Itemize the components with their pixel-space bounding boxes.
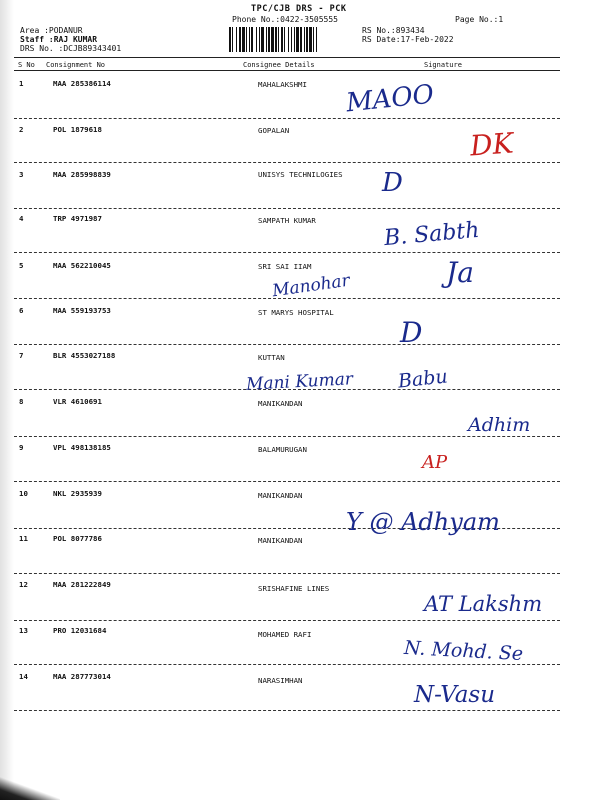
- page-number: Page No.:1: [455, 15, 504, 24]
- signature: B. Sabth: [383, 217, 481, 252]
- row-consignee: KUTTAN: [258, 353, 285, 362]
- row-consignment: PRO 12031684: [53, 626, 107, 635]
- rs-number: RS No.:893434: [362, 26, 425, 35]
- row-consignee: MANIKANDAN: [258, 536, 303, 545]
- row-divider: [14, 162, 560, 163]
- phone-number: Phone No.:0422-3505555: [232, 15, 338, 24]
- signature: AP: [422, 452, 448, 473]
- row-consignment: BLR 4553027188: [53, 351, 116, 360]
- row-sno: 12: [19, 580, 28, 589]
- row-consignee: MOHAMED RAFI: [258, 630, 312, 639]
- signature: Ja: [446, 256, 474, 289]
- signature: Adhim: [468, 414, 531, 436]
- row-consignment: MAA 285386114: [53, 79, 111, 88]
- row-divider: [14, 573, 560, 574]
- row-consignment: POL 1879618: [53, 125, 102, 134]
- row-sno: 1: [19, 79, 24, 88]
- row-divider: [14, 620, 560, 621]
- row-sno: 7: [19, 351, 24, 360]
- row-consignment: VPL 498138185: [53, 443, 111, 452]
- area-label: Area :PODANUR: [20, 26, 83, 35]
- row-consignee: NARASIMHAN: [258, 676, 303, 685]
- row-consignment: POL 8077786: [53, 534, 102, 543]
- row-divider: [14, 252, 560, 253]
- row-consignment: MAA 287773014: [53, 672, 111, 681]
- row-divider: [14, 481, 560, 482]
- signature: D: [382, 168, 403, 198]
- row-sno: 5: [19, 261, 24, 270]
- row-consignee: MANIKANDAN: [258, 491, 303, 500]
- row-sno: 4: [19, 214, 24, 223]
- row-consignee: SRISHAFINE LINES: [258, 584, 330, 593]
- row-divider: [14, 208, 560, 209]
- document-title: TPC/CJB DRS - PCK: [251, 4, 347, 14]
- row-consignee: MAHALAKSHMI: [258, 80, 307, 89]
- scan-corner-shadow: [0, 770, 60, 800]
- row-consignee: UNISYS TECHNILOGIES: [258, 170, 343, 179]
- row-consignment: MAA 285998839: [53, 170, 111, 179]
- scan-edge-shadow: [0, 0, 14, 800]
- signature: Manohar: [270, 270, 351, 302]
- row-divider: [14, 436, 560, 437]
- signature: DK: [468, 126, 515, 163]
- signature: N. Mohd. Se: [403, 636, 524, 666]
- row-consignment: MAA 559193753: [53, 306, 111, 315]
- row-sno: 8: [19, 397, 24, 406]
- signature: MAOO: [344, 79, 436, 119]
- row-consignment: VLR 4610691: [53, 397, 102, 406]
- column-consignee: Consignee Details: [243, 61, 315, 69]
- signature: Y @ Adhyam: [346, 508, 500, 536]
- barcode: [229, 27, 353, 52]
- signature: Babu: [396, 365, 449, 393]
- row-sno: 9: [19, 443, 24, 452]
- signature: N-Vasu: [414, 682, 496, 708]
- column-consignment: Consignment No: [46, 61, 106, 69]
- signature: AT Lakshm: [424, 592, 543, 616]
- row-sno: 3: [19, 170, 24, 179]
- row-sno: 2: [19, 125, 24, 134]
- row-consignee: SAMPATH KUMAR: [258, 216, 316, 225]
- drs-number: DRS No. :DCJB89343401: [20, 44, 122, 53]
- row-sno: 10: [19, 489, 28, 498]
- row-consignee: ST MARYS HOSPITAL: [258, 308, 334, 317]
- signature: Mani Kumar: [245, 369, 354, 395]
- column-signature: Signature: [424, 61, 462, 69]
- row-divider: [14, 118, 560, 119]
- row-consignment: NKL 2935939: [53, 489, 102, 498]
- row-consignment: MAA 562210045: [53, 261, 111, 270]
- row-divider: [14, 710, 560, 711]
- row-consignee: BALAMURUGAN: [258, 445, 307, 454]
- row-sno: 14: [19, 672, 28, 681]
- signature: D: [400, 316, 423, 349]
- row-divider: [14, 344, 560, 345]
- row-consignment: TRP 4971987: [53, 214, 102, 223]
- rs-date: RS Date:17-Feb-2022: [362, 35, 454, 44]
- column-sno: S No: [18, 61, 35, 69]
- row-sno: 6: [19, 306, 24, 315]
- row-divider: [14, 664, 560, 665]
- row-sno: 13: [19, 626, 28, 635]
- row-consignee: GOPALAN: [258, 126, 290, 135]
- row-sno: 11: [19, 534, 28, 543]
- row-consignee: MANIKANDAN: [258, 399, 303, 408]
- header-rule-top: [14, 57, 560, 58]
- header-rule-bottom: [14, 70, 560, 71]
- row-consignee: SRI SAI IIAM: [258, 262, 312, 271]
- row-consignment: MAA 281222849: [53, 580, 111, 589]
- staff-label: Staff :RAJ KUMAR: [20, 35, 98, 44]
